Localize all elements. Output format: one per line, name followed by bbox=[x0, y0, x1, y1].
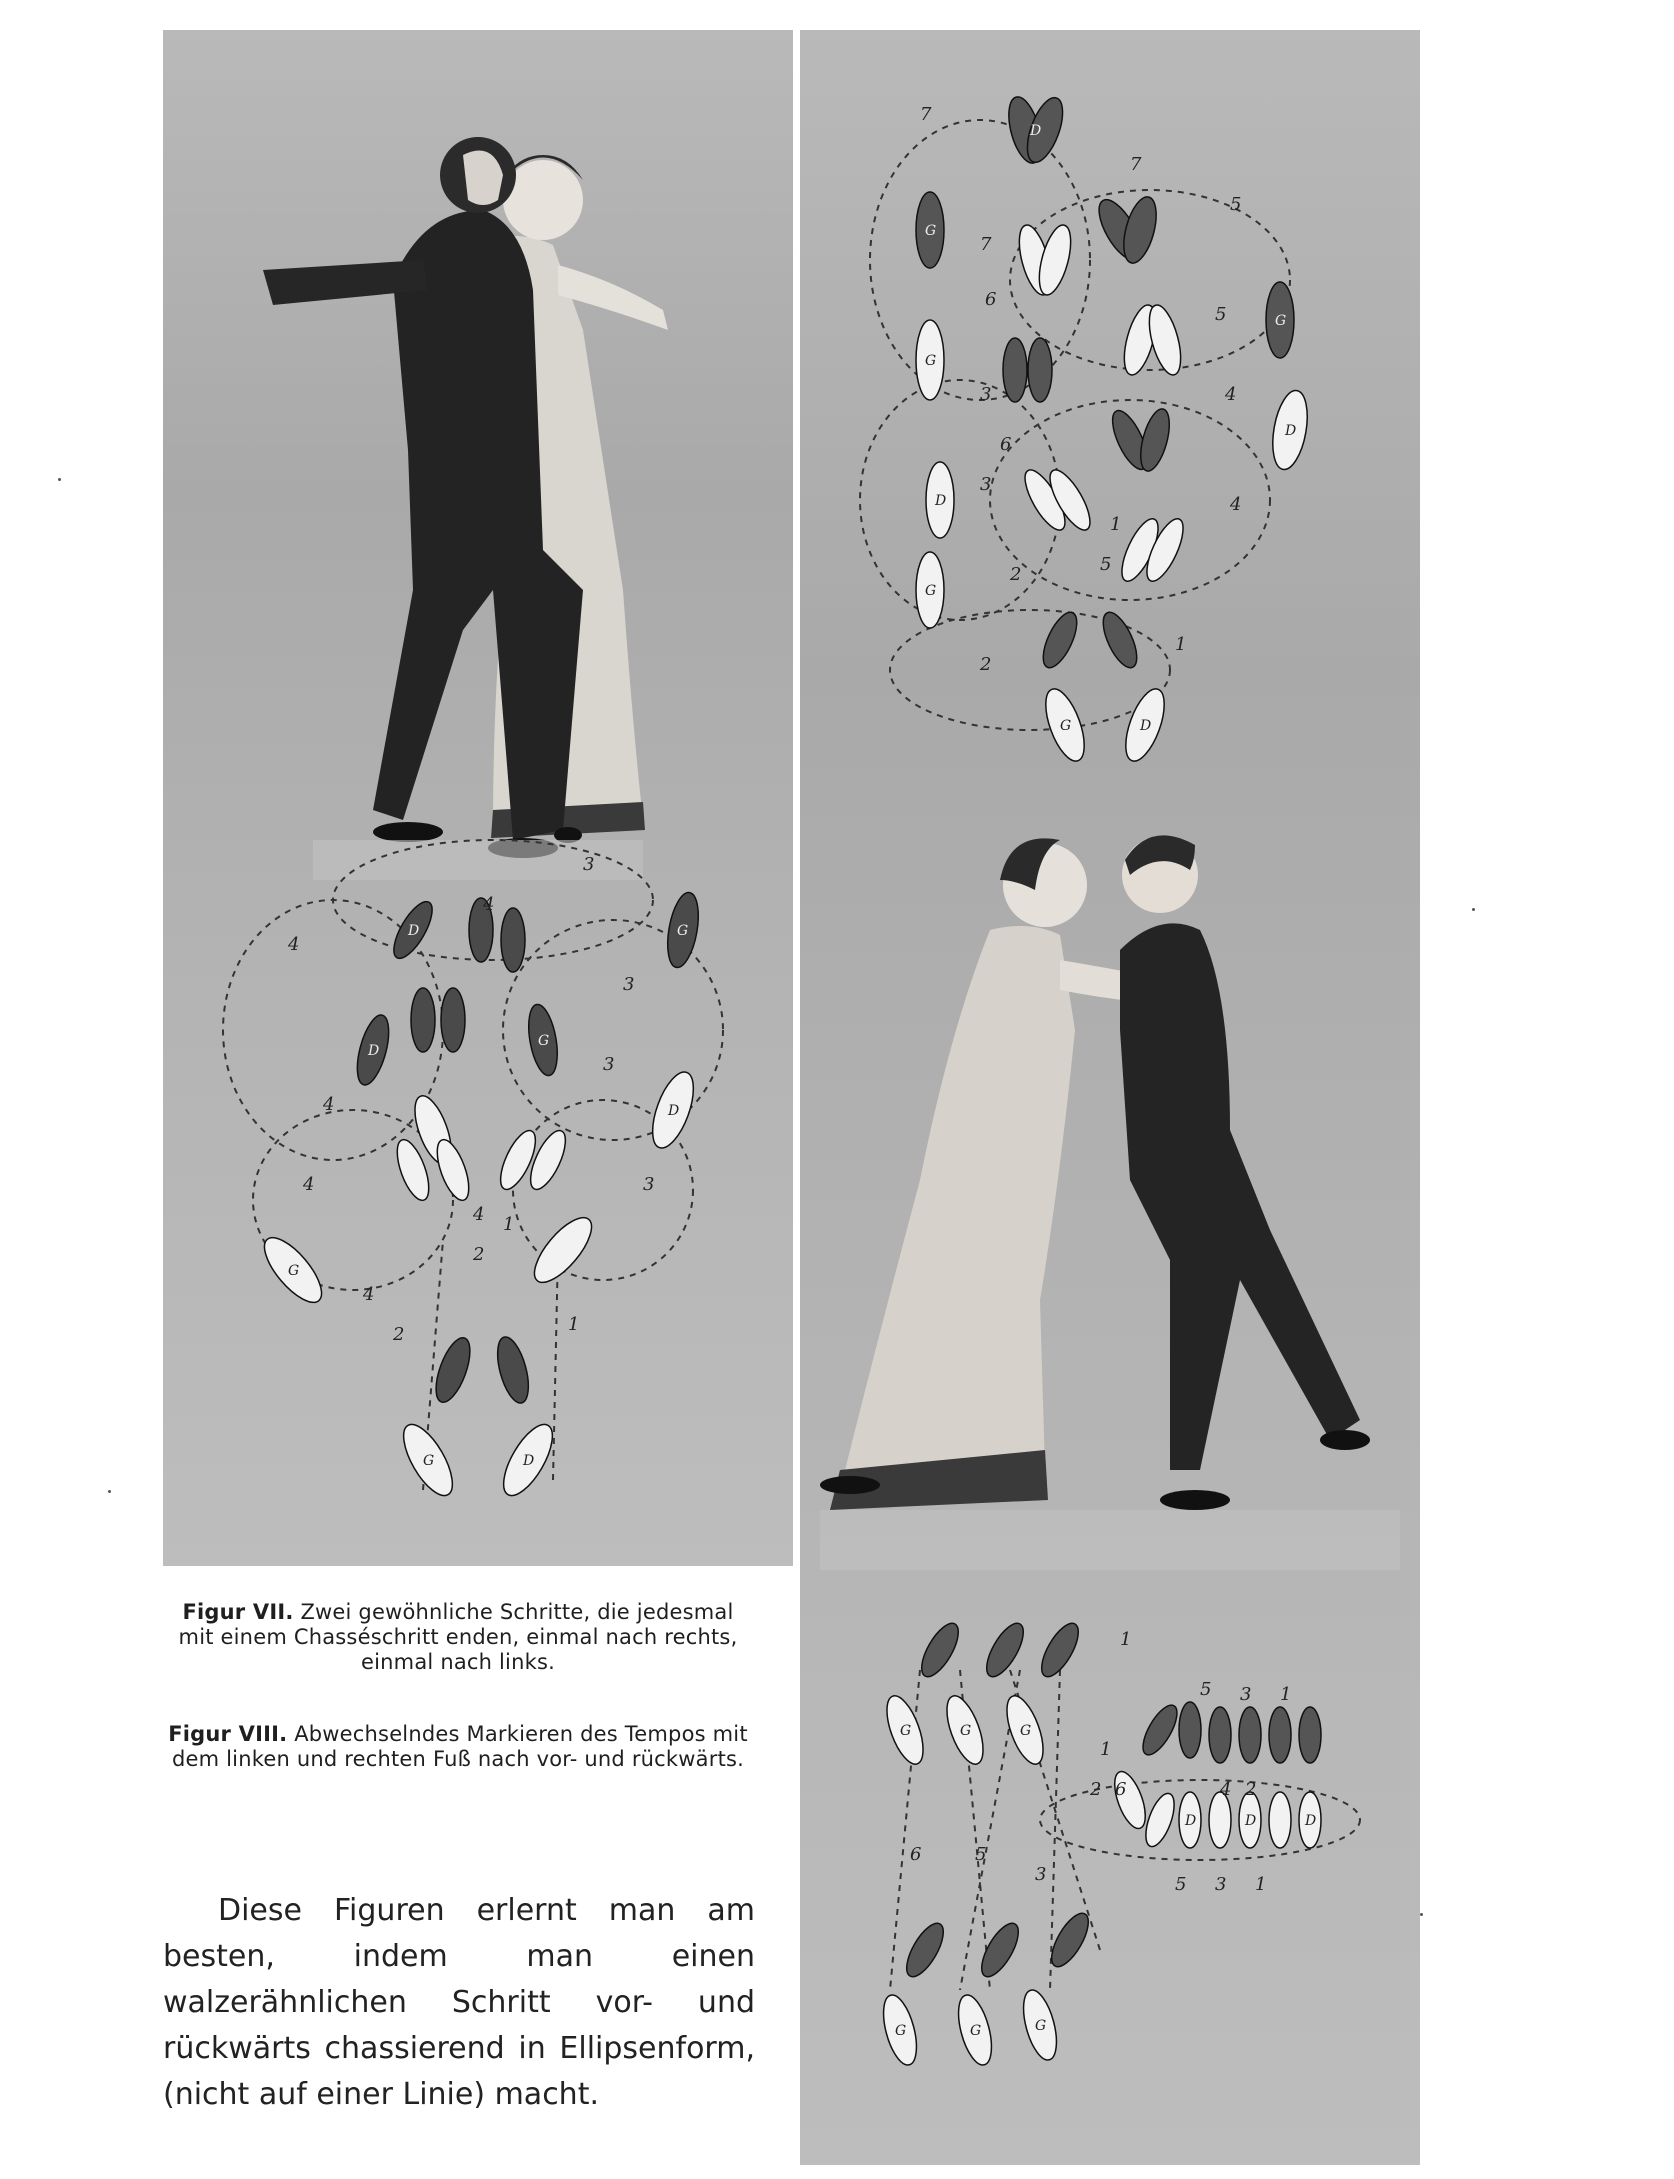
step-number: 1 bbox=[503, 1214, 515, 1235]
foot-label: D bbox=[1305, 1813, 1317, 1829]
foot-label: D bbox=[523, 1453, 535, 1469]
figure-viii-illustration bbox=[800, 30, 1420, 2165]
step-number: 6 bbox=[1115, 1779, 1127, 1800]
step-number: 6 bbox=[985, 289, 997, 310]
step-number: 7 bbox=[1130, 154, 1142, 175]
foot-label: G bbox=[1035, 2018, 1047, 2034]
step-number: 1 bbox=[1100, 1739, 1112, 1760]
foot-label: D bbox=[1030, 123, 1042, 139]
step-number: 3 bbox=[980, 474, 992, 495]
step-number: 2 bbox=[980, 654, 992, 675]
step-number: 4 bbox=[473, 1204, 485, 1225]
foot-label: G bbox=[677, 923, 689, 939]
print-speck bbox=[1472, 908, 1475, 911]
step-number: 2 bbox=[393, 1324, 405, 1345]
step-number: 6 bbox=[1000, 434, 1012, 455]
caption-text: Abwechselndes Markieren des Tempos mit dem linken und rechten Fuß nach vor- und rückwärts. bbox=[171, 1722, 748, 1771]
foot-label: G bbox=[900, 1723, 912, 1739]
step-number: 3 bbox=[583, 854, 595, 875]
step-number: 4 bbox=[323, 1094, 335, 1115]
foot-label: D bbox=[408, 923, 420, 939]
step-number: 1 bbox=[1255, 1874, 1267, 1895]
step-number: 5 bbox=[1200, 1679, 1212, 1700]
step-number: 1 bbox=[1110, 514, 1122, 535]
step-number: 5 bbox=[1100, 554, 1112, 575]
foot-label: G bbox=[538, 1033, 550, 1049]
figure-vii-caption bbox=[163, 1600, 753, 1675]
step-number: 1 bbox=[1120, 1629, 1132, 1650]
step-number: 7 bbox=[980, 234, 992, 255]
figure-viii-plate bbox=[800, 30, 1420, 2165]
foot-label: G bbox=[925, 223, 937, 239]
figure-viii-caption bbox=[163, 1722, 753, 1772]
foot-label: D bbox=[935, 493, 947, 509]
step-number: 3 bbox=[623, 974, 635, 995]
step-number: 5 bbox=[1175, 1874, 1187, 1895]
step-number: 3 bbox=[1035, 1864, 1047, 1885]
step-number: 4 bbox=[1220, 1779, 1232, 1800]
dancing-couple-photo bbox=[820, 835, 1370, 1510]
foot-label: G bbox=[1060, 718, 1072, 734]
light-footprints-upper bbox=[916, 222, 1313, 766]
foot-label: G bbox=[1275, 313, 1287, 329]
foot-label: G bbox=[288, 1263, 300, 1279]
step-number: 4 bbox=[483, 894, 495, 915]
step-number: 5 bbox=[1215, 304, 1227, 325]
step-number: 3 bbox=[1215, 1874, 1227, 1895]
figure-label: Figur VIII. bbox=[168, 1722, 288, 1746]
dancing-couple-photo bbox=[263, 137, 668, 858]
step-number: 6 bbox=[910, 1844, 922, 1865]
caption-text: Zwei gewöhnliche Schritte, die jedesmal mit einem Chasséschritt enden, einmal nach rechts, einmal nach links. bbox=[178, 1600, 738, 1674]
print-speck bbox=[108, 1490, 111, 1493]
step-number: 1 bbox=[1175, 634, 1187, 655]
step-number: 4 bbox=[1230, 494, 1242, 515]
step-number: 1 bbox=[568, 1314, 580, 1335]
foot-label: D bbox=[668, 1103, 680, 1119]
step-number: 1 bbox=[1280, 1684, 1292, 1705]
step-number: 2 bbox=[1010, 564, 1022, 585]
foot-label: G bbox=[423, 1453, 435, 1469]
step-number: 7 bbox=[920, 104, 932, 125]
figure-vii-illustration bbox=[163, 30, 793, 1566]
step-number: 2 bbox=[1245, 1779, 1257, 1800]
foot-label: G bbox=[925, 583, 937, 599]
step-number: 4 bbox=[303, 1174, 315, 1195]
figure-vii-plate bbox=[163, 30, 793, 1566]
foot-label: D bbox=[368, 1043, 380, 1059]
step-number: 4 bbox=[1225, 384, 1237, 405]
foot-label: G bbox=[925, 353, 937, 369]
foot-label: G bbox=[960, 1723, 972, 1739]
step-number: 4 bbox=[288, 934, 300, 955]
print-speck bbox=[58, 478, 61, 481]
foot-label: D bbox=[1285, 423, 1297, 439]
foot-label: D bbox=[1245, 1813, 1257, 1829]
foot-label: G bbox=[970, 2023, 982, 2039]
figure-label: Figur VII. bbox=[182, 1600, 294, 1624]
dark-footprints-upper bbox=[916, 93, 1297, 672]
body-paragraph: Diese Figuren erlernt man am besten, indem man einen walzerähnlichen Schritt vor- und rückwärts chassierend in Ellipsenform, (nicht auf einer Linie) macht. bbox=[163, 1893, 755, 2112]
step-number: 3 bbox=[643, 1174, 655, 1195]
foot-label: G bbox=[1020, 1723, 1032, 1739]
foot-label: D bbox=[1140, 718, 1152, 734]
step-number: 2 bbox=[1090, 1779, 1102, 1800]
step-number: 3 bbox=[603, 1054, 615, 1075]
step-number: 5 bbox=[1230, 194, 1242, 215]
step-number: 4 bbox=[363, 1284, 375, 1305]
foot-label: D bbox=[1185, 1813, 1197, 1829]
print-speck bbox=[1420, 1913, 1423, 1916]
step-number: 5 bbox=[975, 1844, 987, 1865]
foot-label: G bbox=[895, 2023, 907, 2039]
step-number: 3 bbox=[980, 384, 992, 405]
step-number: 2 bbox=[473, 1244, 485, 1265]
step-number: 3 bbox=[1240, 1684, 1252, 1705]
